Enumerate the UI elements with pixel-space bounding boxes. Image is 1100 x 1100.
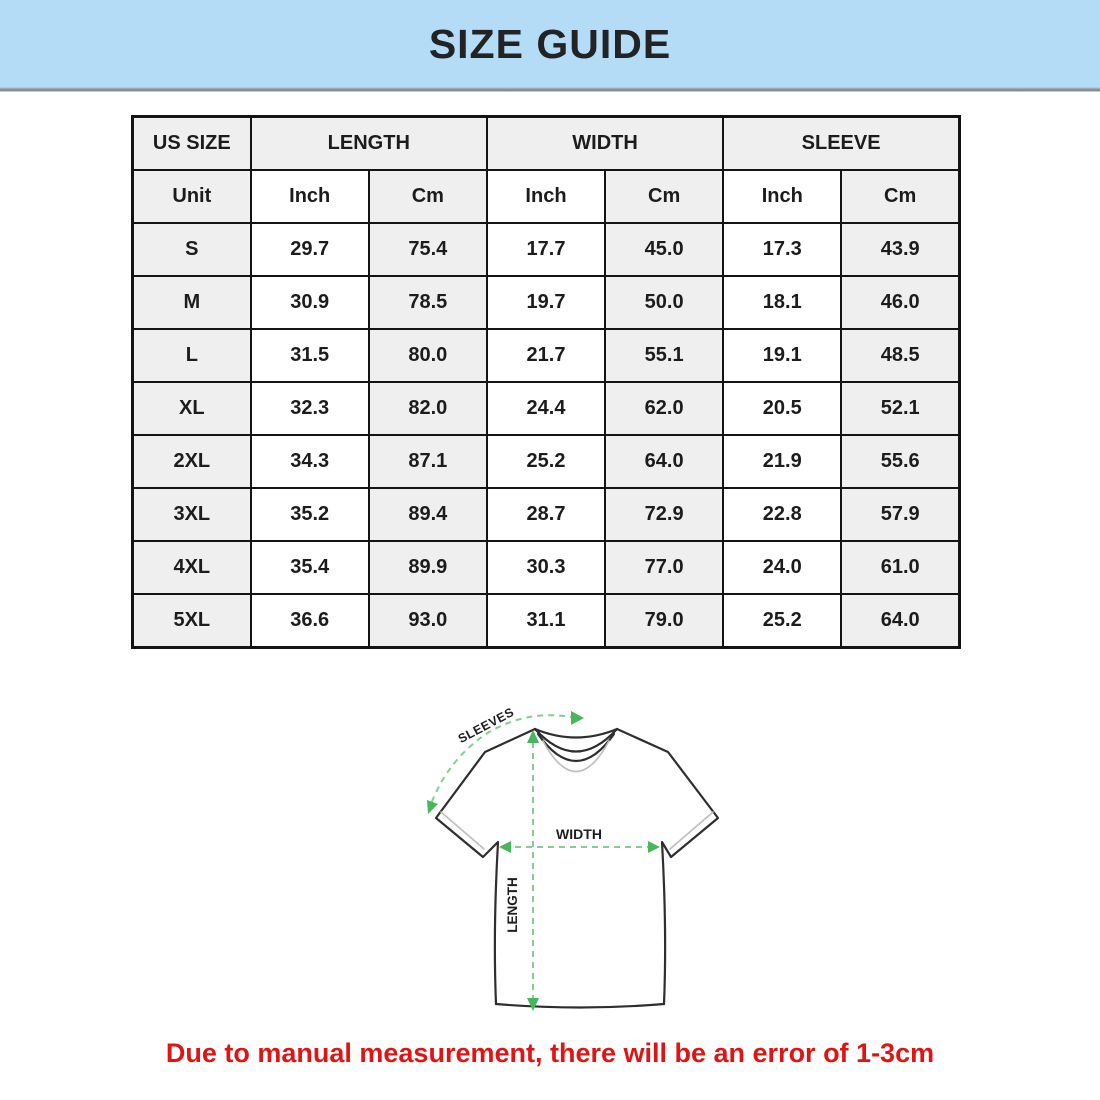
sleeves-label: SLEEVES bbox=[455, 704, 517, 747]
measurement-cell: 79.0 bbox=[605, 594, 723, 648]
page-title: SIZE GUIDE bbox=[428, 21, 672, 67]
measurement-cell: 24.0 bbox=[723, 541, 841, 594]
size-label: S bbox=[133, 223, 251, 276]
size-row-2xl bbox=[133, 435, 960, 488]
tshirt-diagram bbox=[400, 690, 750, 1040]
size-label: 4XL bbox=[133, 541, 251, 594]
size-guide-banner bbox=[0, 0, 1100, 87]
measurement-cell: 21.7 bbox=[487, 329, 605, 382]
unit-header: Unit bbox=[133, 170, 251, 223]
table-group-row bbox=[133, 117, 960, 171]
measurement-cell: 36.6 bbox=[251, 594, 369, 648]
col-group-length: LENGTH bbox=[251, 117, 487, 171]
size-row-5xl bbox=[133, 594, 960, 648]
measurement-cell: 46.0 bbox=[841, 276, 959, 329]
width-label: WIDTH bbox=[556, 826, 602, 842]
measurement-cell: 34.3 bbox=[251, 435, 369, 488]
measurement-cell: 28.7 bbox=[487, 488, 605, 541]
measurement-cell: 78.5 bbox=[369, 276, 487, 329]
measurement-cell: 31.1 bbox=[487, 594, 605, 648]
unit-col-6: Cm bbox=[841, 170, 959, 223]
table-body bbox=[133, 223, 960, 648]
size-table bbox=[131, 115, 961, 649]
col-group-width: WIDTH bbox=[487, 117, 723, 171]
measurement-cell: 17.7 bbox=[487, 223, 605, 276]
measurement-cell: 30.9 bbox=[251, 276, 369, 329]
size-label: XL bbox=[133, 382, 251, 435]
measurement-cell: 29.7 bbox=[251, 223, 369, 276]
measurement-cell: 21.9 bbox=[723, 435, 841, 488]
size-row-m bbox=[133, 276, 960, 329]
measurement-cell: 89.9 bbox=[369, 541, 487, 594]
size-row-3xl bbox=[133, 488, 960, 541]
measurement-cell: 50.0 bbox=[605, 276, 723, 329]
measurement-cell: 24.4 bbox=[487, 382, 605, 435]
size-label: 3XL bbox=[133, 488, 251, 541]
measurement-cell: 35.2 bbox=[251, 488, 369, 541]
size-row-xl bbox=[133, 382, 960, 435]
banner-divider bbox=[0, 87, 1100, 92]
measurement-cell: 25.2 bbox=[723, 594, 841, 648]
measurement-cell: 64.0 bbox=[605, 435, 723, 488]
table-unit-row bbox=[133, 170, 960, 223]
unit-col-1: Inch bbox=[251, 170, 369, 223]
measurement-cell: 48.5 bbox=[841, 329, 959, 382]
measurement-cell: 30.3 bbox=[487, 541, 605, 594]
col-group-us-size: US SIZE bbox=[133, 117, 251, 171]
measurement-cell: 61.0 bbox=[841, 541, 959, 594]
measurement-cell: 22.8 bbox=[723, 488, 841, 541]
measurement-cell: 93.0 bbox=[369, 594, 487, 648]
unit-col-5: Inch bbox=[723, 170, 841, 223]
measurement-cell: 43.9 bbox=[841, 223, 959, 276]
measurement-cell: 89.4 bbox=[369, 488, 487, 541]
measurement-cell: 19.7 bbox=[487, 276, 605, 329]
measurement-cell: 18.1 bbox=[723, 276, 841, 329]
measurement-cell: 17.3 bbox=[723, 223, 841, 276]
size-label: 5XL bbox=[133, 594, 251, 648]
length-label: LENGTH bbox=[505, 877, 520, 933]
measurement-cell: 19.1 bbox=[723, 329, 841, 382]
unit-col-2: Cm bbox=[369, 170, 487, 223]
unit-col-3: Inch bbox=[487, 170, 605, 223]
measurement-cell: 77.0 bbox=[605, 541, 723, 594]
measurement-cell: 55.6 bbox=[841, 435, 959, 488]
measurement-cell: 64.0 bbox=[841, 594, 959, 648]
size-label: L bbox=[133, 329, 251, 382]
measurement-cell: 62.0 bbox=[605, 382, 723, 435]
size-row-4xl bbox=[133, 541, 960, 594]
measurement-cell: 20.5 bbox=[723, 382, 841, 435]
measurement-cell: 80.0 bbox=[369, 329, 487, 382]
measurement-cell: 82.0 bbox=[369, 382, 487, 435]
measurement-cell: 45.0 bbox=[605, 223, 723, 276]
measurement-cell: 72.9 bbox=[605, 488, 723, 541]
unit-col-4: Cm bbox=[605, 170, 723, 223]
size-row-l bbox=[133, 329, 960, 382]
measurement-cell: 25.2 bbox=[487, 435, 605, 488]
measurement-cell: 31.5 bbox=[251, 329, 369, 382]
col-group-sleeve: SLEEVE bbox=[723, 117, 959, 171]
size-label: M bbox=[133, 276, 251, 329]
measurement-cell: 55.1 bbox=[605, 329, 723, 382]
sleeves-arrow-line bbox=[431, 715, 576, 804]
measurement-lines bbox=[431, 715, 655, 1000]
measurement-cell: 35.4 bbox=[251, 541, 369, 594]
measurement-cell: 52.1 bbox=[841, 382, 959, 435]
measurement-arrowheads bbox=[427, 711, 660, 1011]
measurement-cell: 57.9 bbox=[841, 488, 959, 541]
size-label: 2XL bbox=[133, 435, 251, 488]
measurement-cell: 75.4 bbox=[369, 223, 487, 276]
measurement-cell: 87.1 bbox=[369, 435, 487, 488]
measurement-note: Due to manual measurement, there will be an error of 1-3cm bbox=[165, 1038, 935, 1068]
size-row-s bbox=[133, 223, 960, 276]
measurement-cell: 32.3 bbox=[251, 382, 369, 435]
